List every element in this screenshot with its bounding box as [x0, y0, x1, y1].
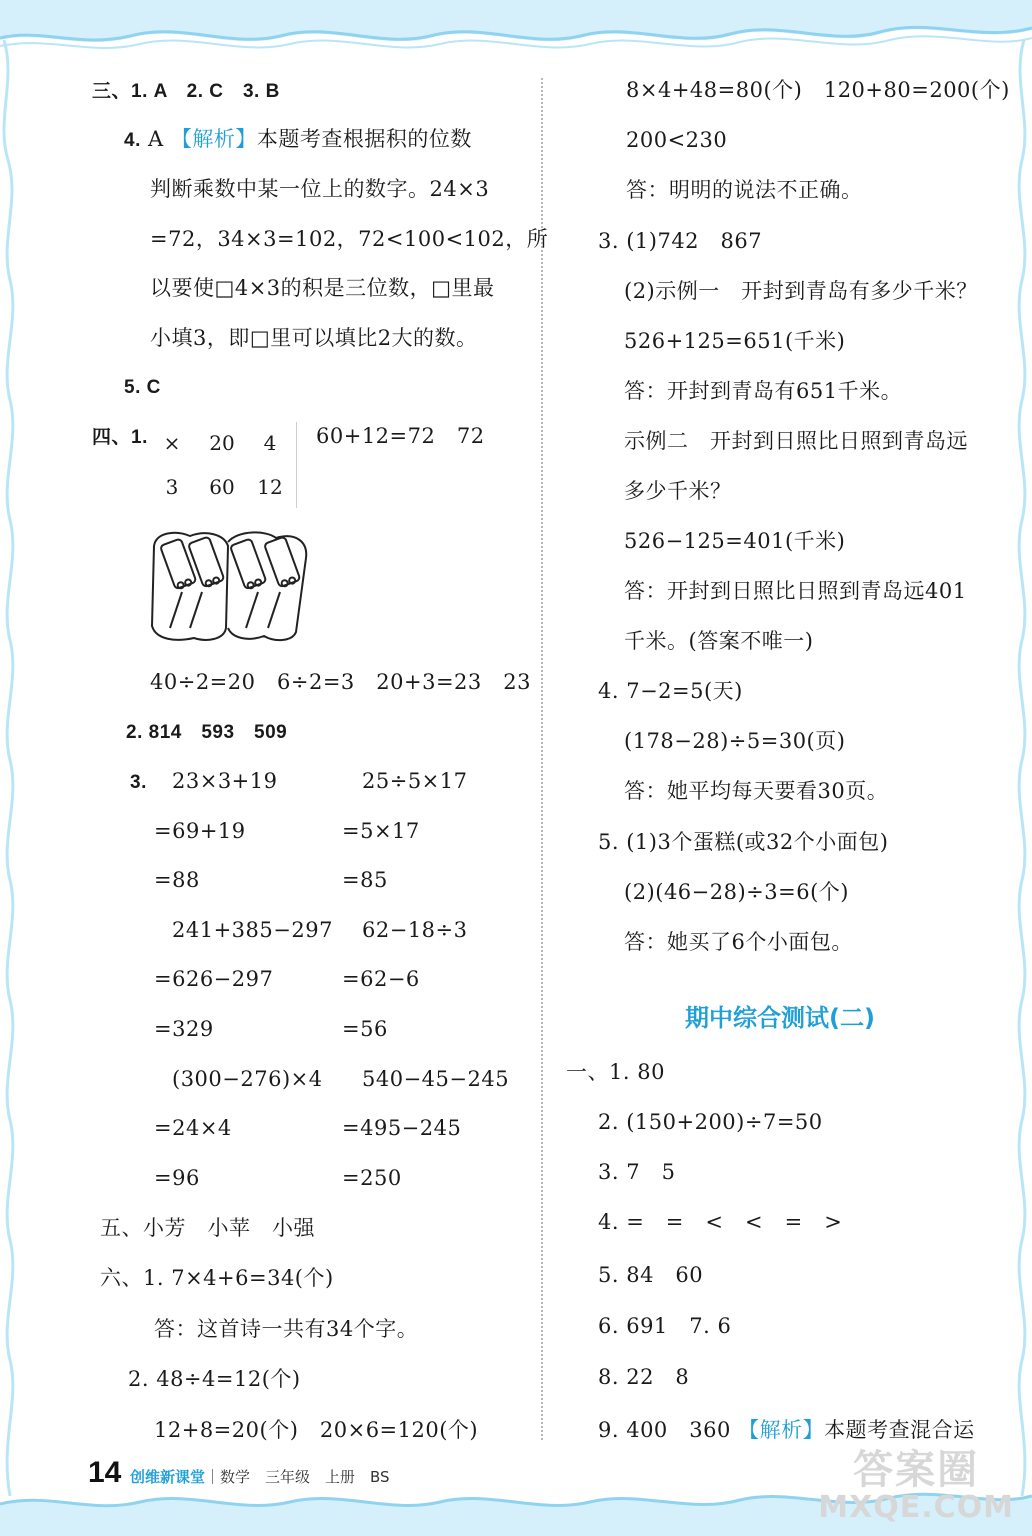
section-4-q1-sum: 60+12=72 72: [316, 424, 485, 448]
grid-header-4: 4: [263, 431, 277, 455]
calc-right-row: =495−245: [342, 1116, 462, 1140]
right-q3-2-ans2-cont: 千米。(答案不唯一): [624, 629, 814, 653]
right-q5-1: 5. (1)3个蛋糕(或32个小面包): [598, 830, 889, 854]
midterm-q4: 4. = = < < = >: [598, 1210, 843, 1234]
midterm-q2: 2. (150+200)÷7=50: [598, 1110, 823, 1134]
multiplication-grid: [148, 422, 297, 508]
section-4-q1-division: 40÷2=20 6÷2=3 20+3=23 23: [150, 670, 531, 694]
section-5-answer: 五、小芳 小苹 小强: [100, 1216, 315, 1240]
section-3-q4-line3: =72，34×3=102，72<100<102，所: [150, 227, 549, 251]
calc-right-row: =56: [342, 1017, 388, 1041]
analysis-tag: 【解析】: [170, 127, 257, 151]
right-line-3: 答：明明的说法不正确。: [626, 178, 863, 202]
section-4-q3-label: 3.: [130, 772, 147, 793]
right-q3-2-example1: (2)示例一 开封到青岛有多少千米？: [624, 279, 978, 303]
column-divider: [541, 78, 543, 1440]
calc-left-row: =24×4: [154, 1116, 232, 1140]
footer-book-info: [130, 1466, 390, 1487]
right-q3-2-example2-cont: 多少千米？: [624, 479, 732, 503]
section-6-q1-answer: 答：这首诗一共有34个字。: [154, 1317, 419, 1341]
brand-name: 创维新课堂: [130, 1468, 206, 1486]
grid-header-20: 20: [209, 431, 235, 455]
grid-cell-12: 12: [257, 475, 283, 499]
grid-row-3: 3: [165, 475, 179, 499]
calc-right-row: 25÷5×17: [362, 769, 468, 793]
calc-right-row: 62−18÷3: [362, 918, 468, 942]
calc-right-row: =250: [342, 1166, 402, 1190]
right-q3-2-ans1: 答：开封到青岛有651千米。: [624, 379, 903, 403]
calc-left-row: =69+19: [154, 819, 246, 843]
right-line-1: 8×4+48=80(个) 120+80=200(个): [626, 78, 1010, 102]
calc-left-row: =88: [154, 868, 200, 892]
section-3-q4-line2: 判断乘数中某一位上的数字。24×3: [150, 177, 490, 201]
top-wave-decoration: [0, 0, 1032, 60]
section-6-q2-calc: 12+8=20(个) 20×6=120(个): [154, 1418, 479, 1442]
grid-header-times: ×: [163, 431, 181, 455]
midterm-q5: 5. 84 60: [598, 1263, 704, 1287]
section-6-q1: 六、1. 7×4+6=34(个): [100, 1266, 334, 1290]
section-4-q2: 2. 814 593 509: [126, 722, 288, 743]
right-q3-1: 3. (1)742 867: [598, 229, 763, 253]
right-q3-2-example2: 示例二 开封到日照比日照到青岛远: [624, 429, 968, 453]
calc-left-row: 23×3+19: [172, 769, 278, 793]
calc-right-row: =85: [342, 868, 388, 892]
section-3-q5: 5. C: [124, 377, 161, 398]
right-q4: 4. 7−2=5(天): [598, 679, 743, 703]
analysis-tag: 【解析】: [738, 1418, 825, 1442]
right-q3-2-calc1: 526+125=651(千米): [624, 329, 846, 353]
right-wave-decoration: [1010, 40, 1032, 1496]
page-number: 14: [88, 1456, 122, 1489]
section-3-q4-line5: 小填3，即□里可以填比2大的数。: [150, 326, 478, 350]
section-3-answers-1-3: 三、1. A 2. C 3. B: [92, 81, 280, 102]
midterm-q9: 9. 400 360 【解析】本题考查混合运: [598, 1418, 975, 1442]
calc-right-row: =5×17: [342, 819, 420, 843]
midterm-q8: 8. 22 8: [598, 1365, 690, 1389]
midterm-q6-7: 6. 691 7. 6: [598, 1314, 732, 1338]
midterm-q1: 一、1. 80: [566, 1060, 665, 1084]
calc-left-row: 241+385−297: [172, 918, 333, 942]
calc-left-row: =626−297: [154, 967, 274, 991]
right-q4-ans: 答：她平均每天要看30页。: [624, 779, 889, 803]
calc-right-row: =62−6: [342, 967, 420, 991]
section-4-label: 四、1.: [92, 427, 148, 448]
watermark-logo: 答案圈 MXQE.COM: [818, 1447, 1014, 1525]
calc-right-row: 540−45−245: [362, 1067, 510, 1091]
section-6-q2: 2. 48÷4=12(个): [128, 1367, 301, 1391]
section-3-q4-line4: 以要使□4×3的积是三位数，□里最: [150, 276, 495, 300]
midterm-q3: 3. 7 5: [598, 1160, 676, 1184]
right-q5-2: (2)(46−28)÷3=6(个): [624, 880, 849, 904]
grid-cell-60: 60: [209, 475, 235, 499]
section-3-q4-line1: 4. A 【解析】本题考查根据积的位数: [124, 127, 472, 151]
right-q3-2-calc2: 526−125=401(千米): [624, 529, 846, 553]
calc-left-row: =329: [154, 1017, 214, 1041]
right-q3-2-ans2: 答：开封到日照比日照到青岛远401: [624, 579, 967, 603]
left-wave-decoration: [0, 40, 22, 1496]
book-details: ｜数学 三年级 上册 BS: [205, 1468, 390, 1486]
stick-bundles-illustration: [146, 528, 312, 644]
calc-left-row: (300−276)×4: [172, 1067, 323, 1091]
right-q5-ans: 答：她买了6个小面包。: [624, 930, 853, 954]
right-line-2: 200<230: [626, 128, 728, 152]
calc-left-row: =96: [154, 1166, 200, 1190]
right-q4-calc: (178−28)÷5=30(页): [624, 729, 846, 753]
section-title-midterm-2: 期中综合测试(二): [685, 1004, 875, 1032]
